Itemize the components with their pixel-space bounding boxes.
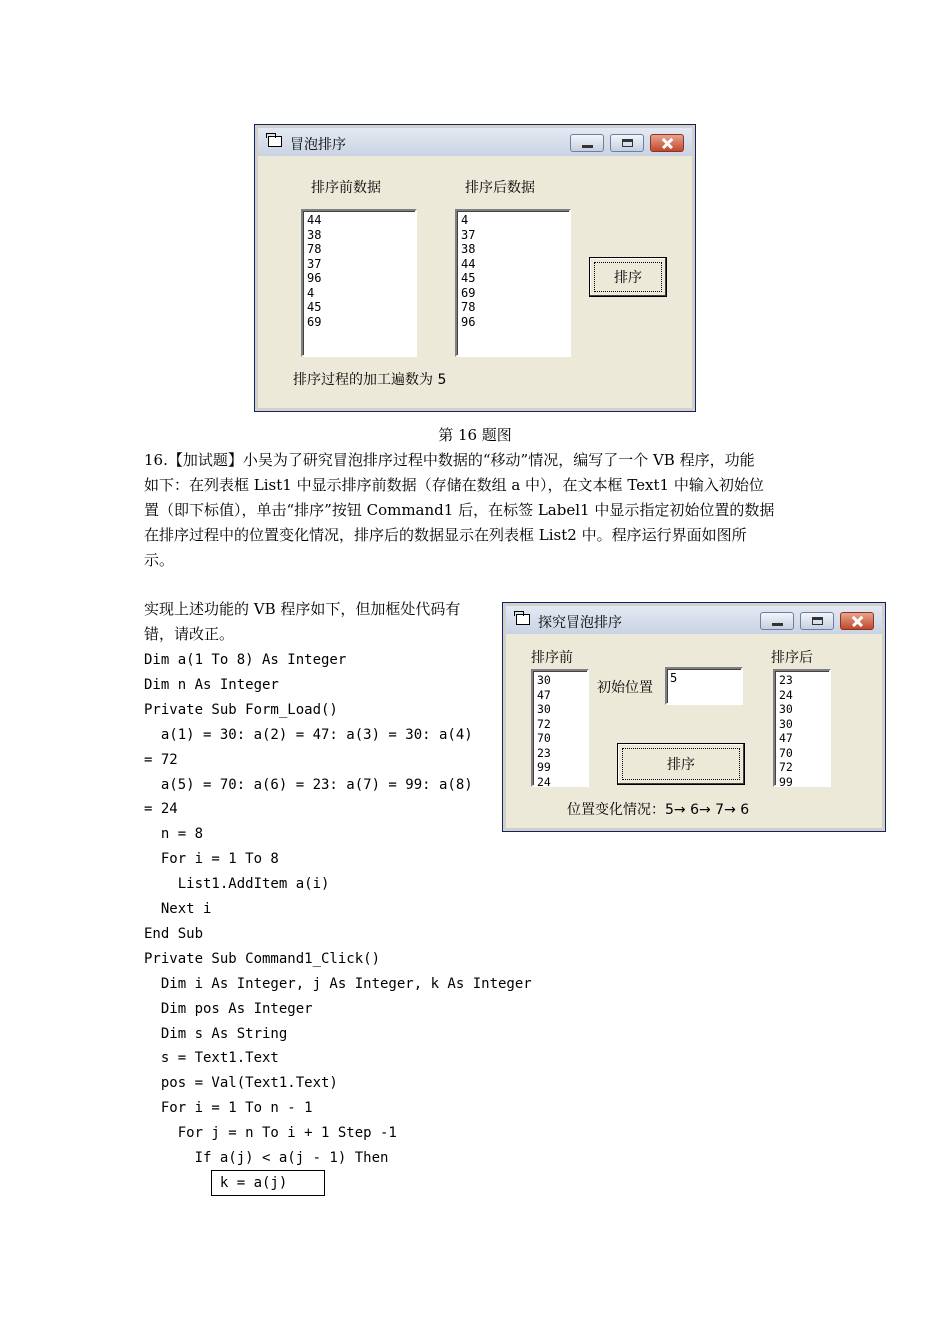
form-client	[263, 159, 687, 403]
window-title: 冒泡排序	[290, 137, 346, 153]
code-line: k = a(j)	[144, 1174, 288, 1191]
question-line: 示。	[144, 551, 175, 569]
before-data-label: 排序前数据	[311, 180, 381, 196]
code-line: Dim i As Integer, j As Integer, k As Integer	[144, 975, 532, 992]
question-text	[144, 448, 824, 573]
list-item[interactable]: 78	[307, 242, 322, 256]
focus-rect	[594, 262, 662, 292]
title-bar	[258, 128, 692, 156]
code-line: Next i	[144, 901, 212, 917]
intro-line-1: 实现上述功能的 VB 程序如下，但加框处代码有	[144, 600, 461, 618]
position-change-label: 位置变化情况：5→ 6→ 7→ 6	[567, 802, 750, 818]
form-client	[511, 637, 877, 823]
code-line: For j = n To i + 1 Step -1	[144, 1125, 397, 1142]
init-pos-label: 初始位置	[597, 680, 653, 696]
passes-label: 排序过程的加工遍数为 5	[293, 372, 447, 388]
after-label: 排序后	[771, 650, 813, 666]
code-line: pos = Val(Text1.Text)	[144, 1075, 338, 1092]
list-item[interactable]: 38	[307, 227, 322, 242]
code-line: Dim s As String	[144, 1025, 288, 1042]
list-item[interactable]: 4	[307, 285, 315, 300]
sort-button[interactable]	[589, 257, 667, 297]
before-label: 排序前	[531, 650, 573, 666]
list-item[interactable]: 23	[779, 673, 793, 687]
list-item[interactable]: 99	[779, 774, 793, 789]
list-item[interactable]: 72	[537, 716, 551, 731]
code-line: Dim pos As Integer	[144, 1000, 313, 1017]
code-line: List1.AddItem a(i)	[144, 876, 330, 893]
question-line: 在排序过程中的位置变化情况，排序后的数据显示在列表框 List2 中。程序运行界面如图所	[144, 526, 747, 544]
list2-after[interactable]	[773, 669, 831, 787]
after-data-label: 排序后数据	[465, 180, 535, 196]
list-item[interactable]: 96	[307, 271, 322, 285]
list-item[interactable]: 30	[537, 673, 551, 687]
minimize-icon[interactable]	[760, 612, 794, 630]
list-item[interactable]: 45	[307, 300, 322, 314]
focus-rect	[622, 748, 740, 780]
list-item[interactable]: 23	[537, 745, 551, 760]
app-icon	[268, 136, 282, 147]
list-item[interactable]: 30	[779, 702, 793, 716]
code-line: s = Text1.Text	[144, 1050, 279, 1067]
list-item[interactable]: 24	[779, 687, 793, 702]
list-item[interactable]: 96	[461, 314, 476, 329]
code-line: a(5) = 70: a(6) = 23: a(7) = 99: a(8)	[144, 776, 473, 793]
list-item[interactable]: 44	[461, 256, 476, 271]
code-line: Dim a(1 To 8) As Integer	[144, 652, 347, 668]
code-line: Private Sub Command1_Click()	[144, 950, 381, 967]
list-item[interactable]: 69	[461, 285, 476, 300]
figure-caption: 第 16 题图	[438, 426, 512, 444]
close-icon[interactable]	[840, 612, 874, 630]
title-bar	[506, 606, 882, 634]
list-item[interactable]: 44	[307, 213, 322, 227]
code-line: = 24	[144, 801, 178, 818]
list-item[interactable]: 78	[461, 300, 476, 314]
sort-button-label: 排序	[667, 757, 695, 773]
list-item[interactable]: 38	[461, 242, 476, 256]
code-line: = 72	[144, 751, 178, 768]
maximize-icon[interactable]	[800, 612, 834, 630]
code-line: For i = 1 To 8	[144, 851, 279, 868]
list-item[interactable]: 70	[779, 745, 793, 760]
code-line: n = 8	[144, 826, 204, 843]
close-icon[interactable]	[650, 134, 684, 152]
list1-before[interactable]	[531, 669, 589, 787]
code-line: For i = 1 To n - 1	[144, 1100, 313, 1117]
list-item[interactable]: 30	[537, 702, 551, 716]
maximize-icon[interactable]	[610, 134, 644, 152]
window-title: 探究冒泡排序	[538, 615, 622, 631]
bubble-sort-window	[254, 124, 696, 412]
intro-line-2: 错，请改正。	[144, 625, 235, 643]
list-item[interactable]: 47	[537, 687, 551, 702]
app-icon	[516, 614, 530, 625]
list-item[interactable]: 45	[461, 271, 476, 285]
list-item[interactable]: 99	[537, 760, 551, 774]
list-item[interactable]: 37	[461, 227, 476, 242]
minimize-icon[interactable]	[570, 134, 604, 152]
list-item[interactable]: 24	[537, 774, 551, 789]
list-item[interactable]: 30	[779, 716, 793, 731]
list-item[interactable]: 70	[537, 731, 551, 745]
list2-after[interactable]	[455, 209, 571, 357]
sort-button-label: 排序	[614, 270, 642, 286]
sort-button[interactable]	[617, 743, 745, 785]
list-item[interactable]: 72	[779, 760, 793, 774]
list-item[interactable]: 37	[307, 256, 322, 271]
code-line: End Sub	[144, 925, 204, 942]
error-box	[211, 1170, 325, 1196]
code-line: If a(j) < a(j - 1) Then	[144, 1150, 389, 1166]
list1-before[interactable]	[301, 209, 417, 357]
explore-bubble-sort-window	[502, 602, 886, 832]
list-item[interactable]: 4	[461, 213, 469, 227]
list-item[interactable]: 69	[307, 314, 322, 329]
code-line: a(1) = 30: a(2) = 47: a(3) = 30: a(4)	[144, 726, 473, 743]
list-item[interactable]: 47	[779, 731, 793, 745]
question-line: 置（即下标值），单击“排序”按钮 Command1 后，在标签 Label1 中显示指定初始位置的数据	[144, 501, 775, 519]
question-line: 16.【加试题】小吴为了研究冒泡排序过程中数据的“移动”情况，编写了一个 VB 程序，功能	[144, 451, 755, 469]
text1-init-pos-input[interactable]: 5	[665, 667, 743, 705]
code-line: Private Sub Form_Load()	[144, 701, 338, 718]
question-line: 如下：在列表框 List1 中显示排序前数据（存储在数组 a 中），在文本框 Text1 中输入初始位	[144, 476, 764, 494]
code-line: Dim n As Integer	[144, 676, 279, 693]
